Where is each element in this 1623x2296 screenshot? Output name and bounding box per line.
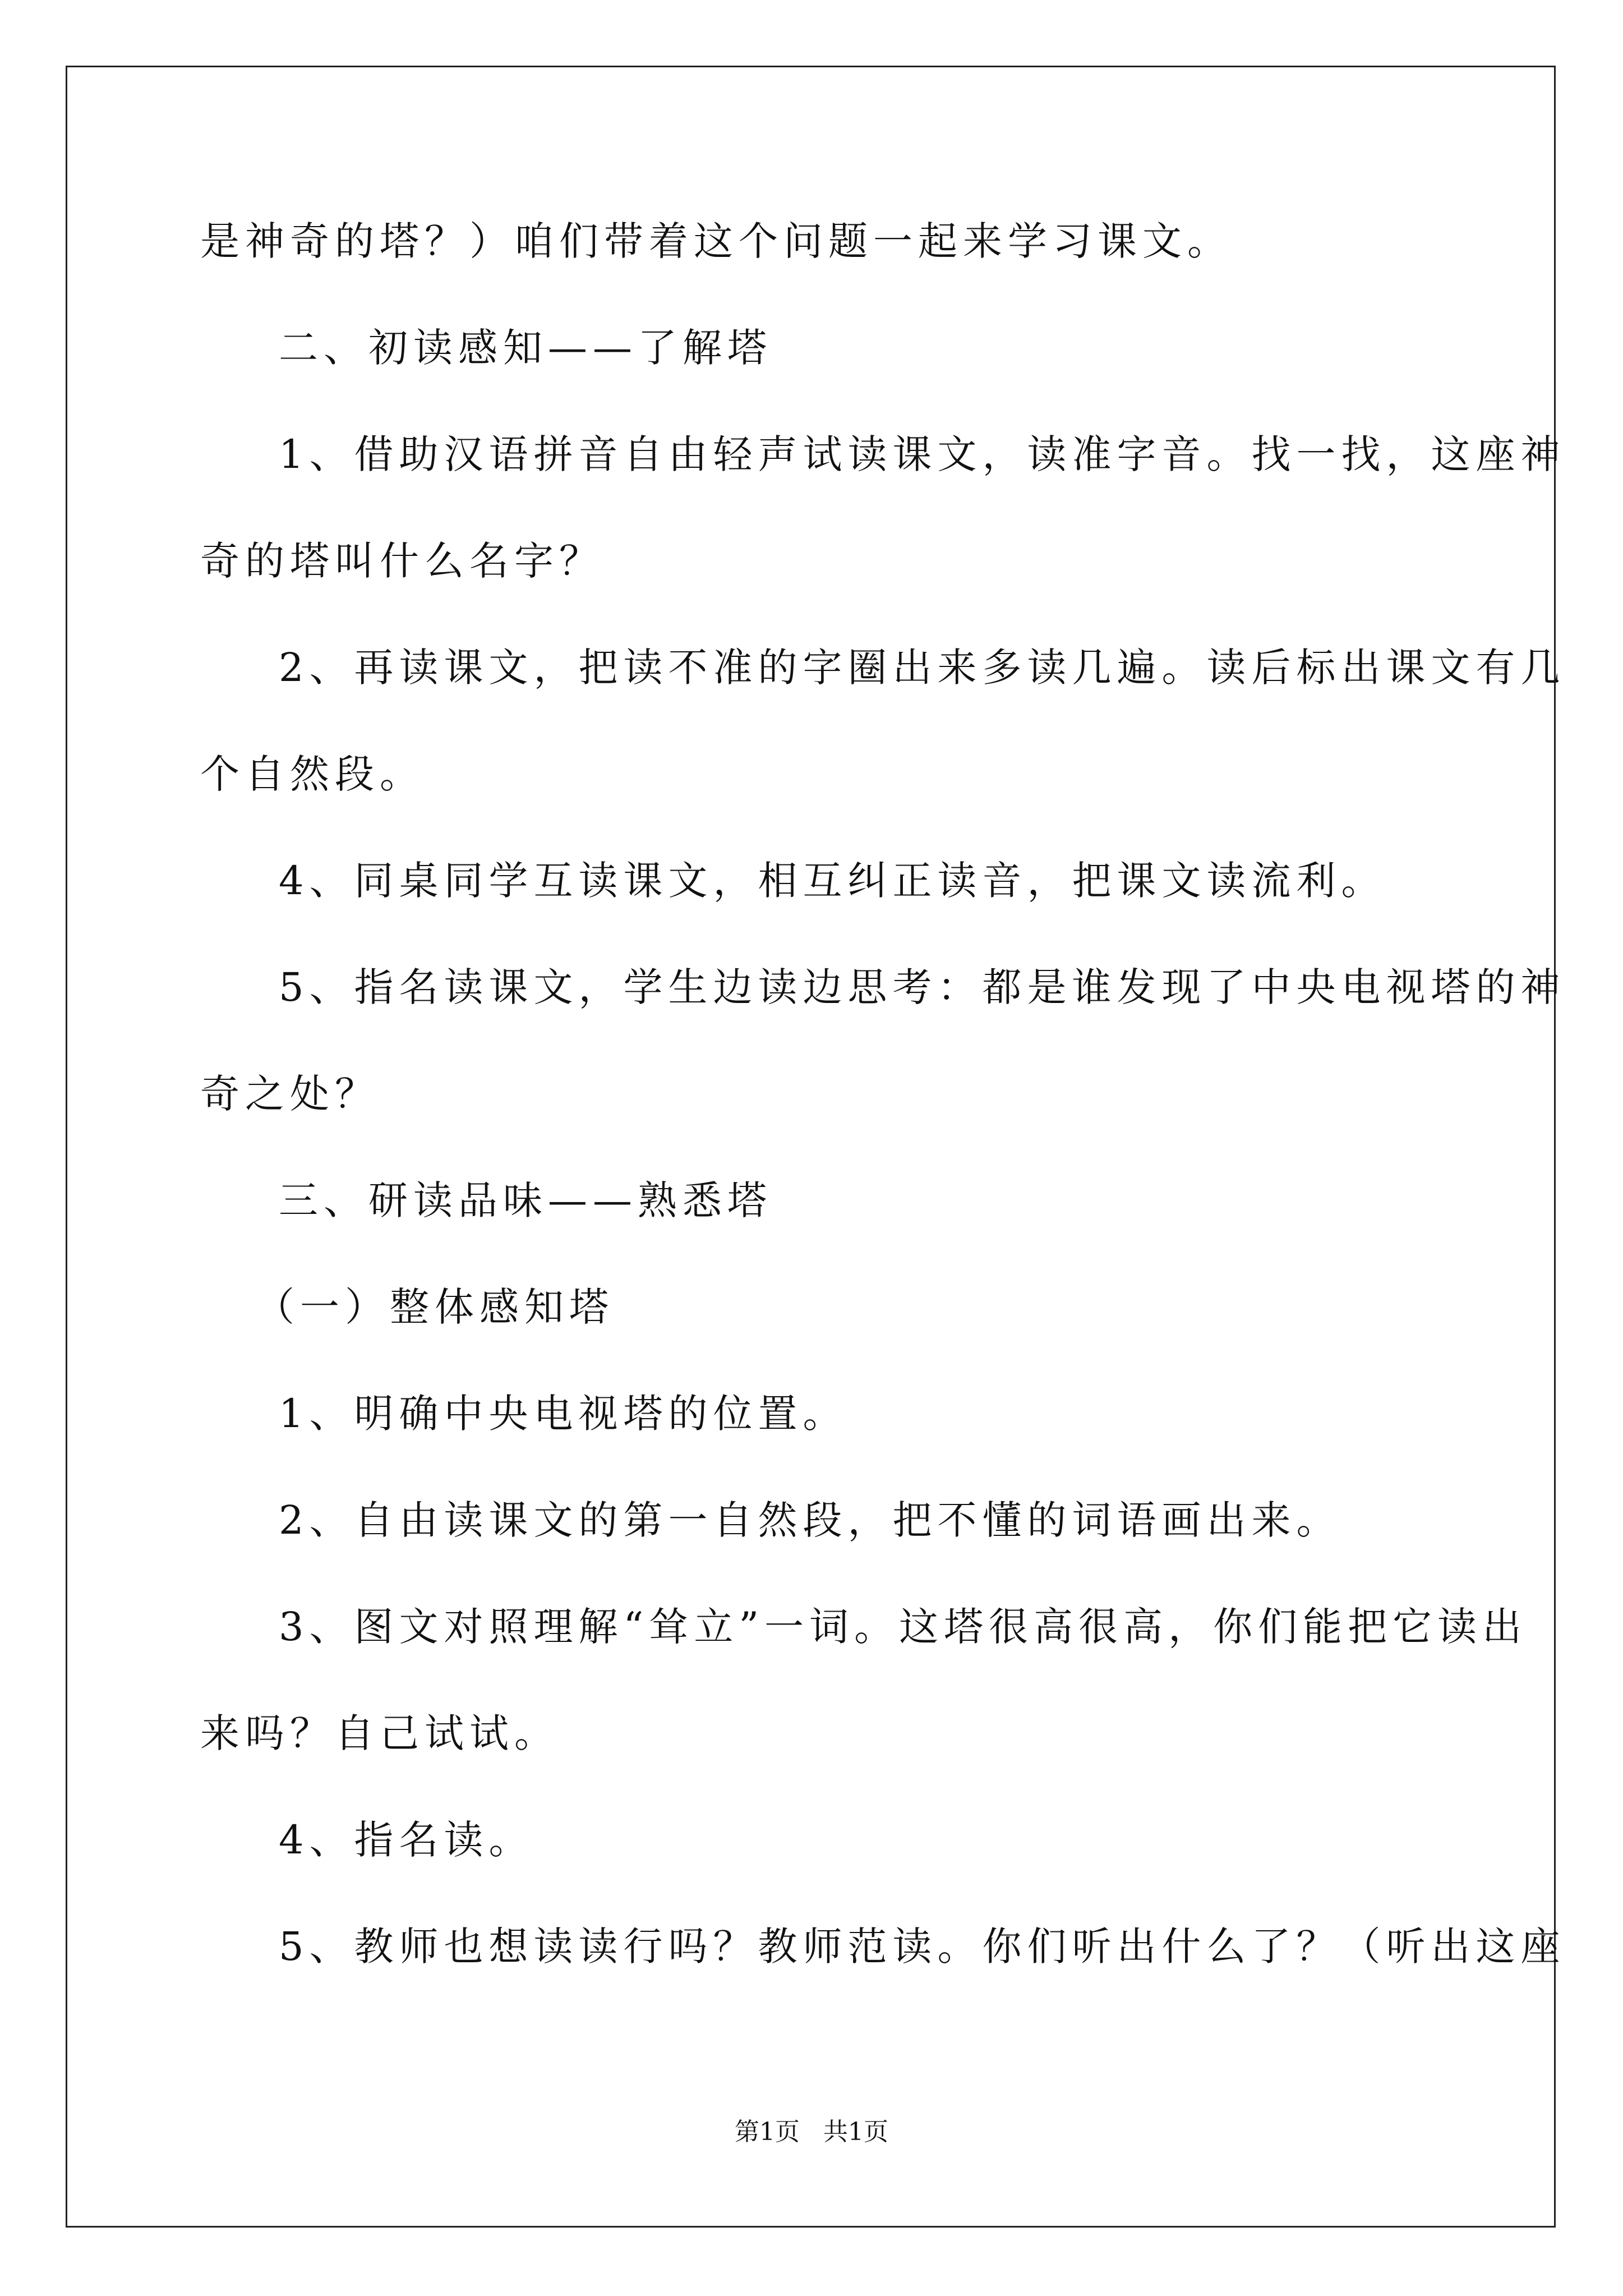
text-line-12: 1、明确中央电视塔的位置。 [279,1391,848,1437]
text-line-5: 2、再读课文，把读不准的字圈出来多读几遍。读后标出课文有几 [279,645,1566,691]
text-line-14: 3、图文对照理解“耸立”一词。这塔很高很高，你们能把它读出 [279,1604,1528,1650]
text-line-7: 4、同桌同学互读课文，相互纠正读音，把课文读流利。 [279,858,1386,904]
text-line-16: 4、指名读。 [279,1817,534,1863]
section-heading-3: 三、研读品味——熟悉塔 [279,1177,772,1223]
text-line-8: 5、指名读课文，学生边读边思考：都是谁发现了中央电视塔的神 [279,964,1566,1010]
text-line-17: 5、教师也想读读行吗？教师范读。你们听出什么了？（听出这座 [279,1924,1566,1970]
text-line-1: 是神奇的塔？）咱们带着这个问题一起来学习课文。 [200,218,1232,264]
page-border [66,66,1556,2228]
text-line-15: 来吗？自己试试。 [200,1710,559,1756]
text-line-6: 个自然段。 [200,751,425,797]
page-footer: 第1页 共1页 [735,2118,888,2146]
text-line-3: 1、借助汉语拼音自由轻声试读课文，读准字音。找一找，这座神 [279,431,1566,477]
text-line-4: 奇的塔叫什么名字？ [200,538,604,584]
text-line-9: 奇之处？ [200,1071,380,1117]
section-heading-2: 二、初读感知——了解塔 [279,325,772,371]
subsection-heading-1: （一）整体感知塔 [255,1284,614,1330]
text-line-13: 2、自由读课文的第一自然段，把不懂的词语画出来。 [279,1497,1341,1543]
